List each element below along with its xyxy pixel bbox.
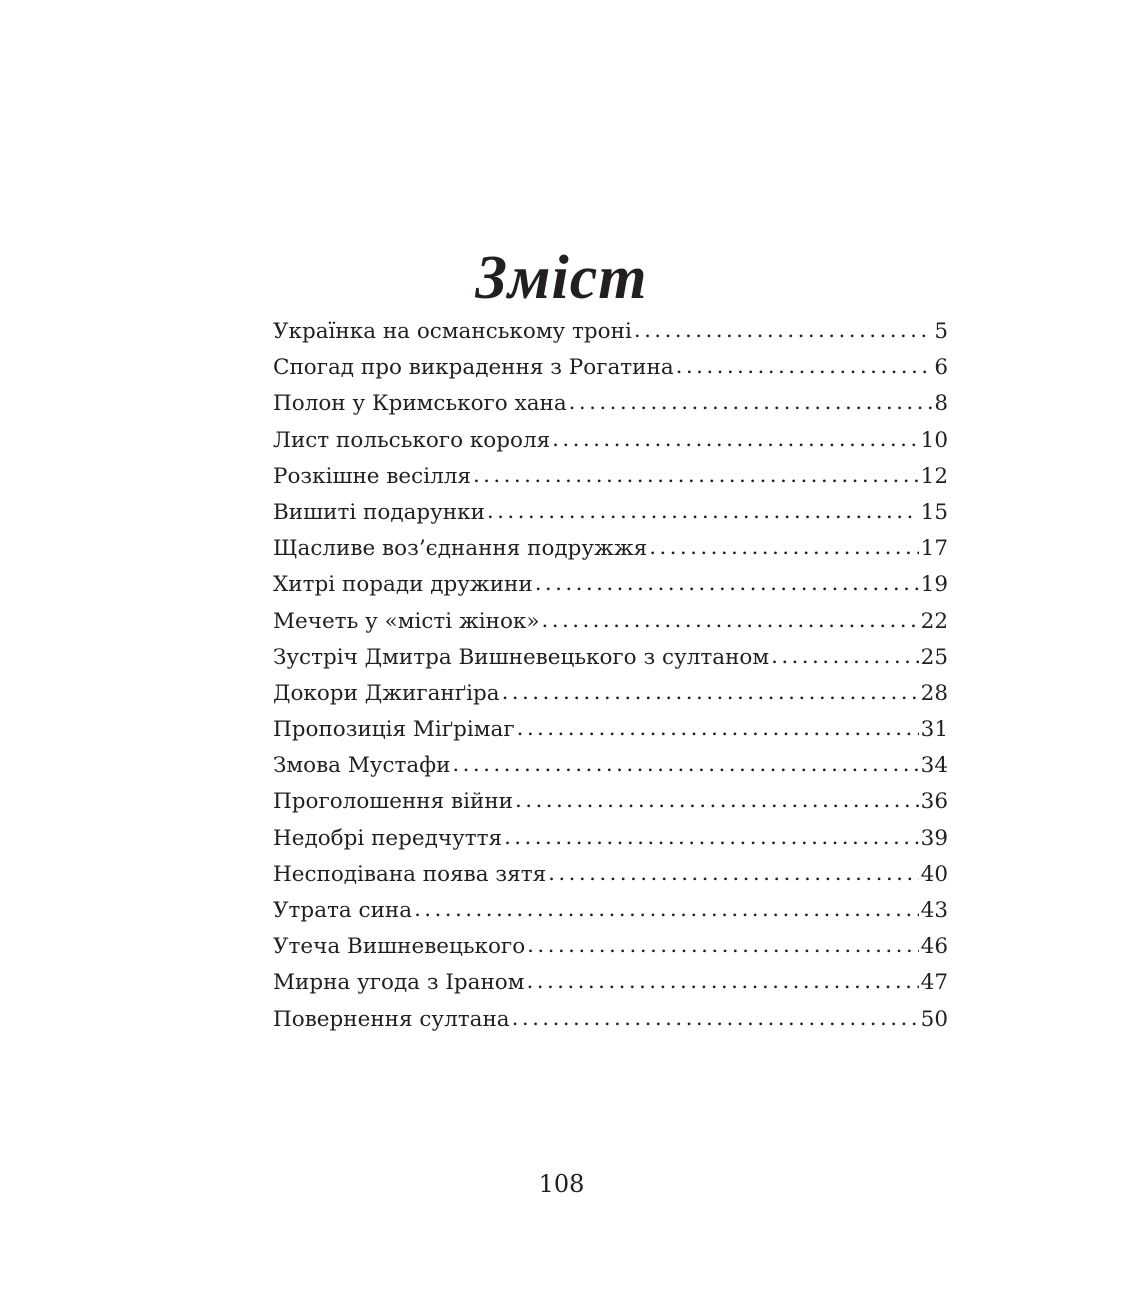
toc-entry[interactable] xyxy=(273,423,948,459)
toc-leader-dots xyxy=(569,385,933,421)
toc-entry[interactable] xyxy=(273,1002,948,1038)
toc-entry[interactable] xyxy=(273,567,948,603)
toc-entry-page: 25 xyxy=(920,644,948,670)
toc-entry-page: 5 xyxy=(934,319,948,344)
page-number: 108 xyxy=(538,1170,585,1198)
toc-entry-title: Зустріч Дмитра Вишневецького з султаном xyxy=(273,644,770,670)
toc-entry-page: 34 xyxy=(920,753,948,779)
toc-entry[interactable] xyxy=(273,821,948,857)
toc-entry-page: 47 xyxy=(920,970,948,996)
toc-entry[interactable] xyxy=(273,495,948,531)
toc-entry-page: 22 xyxy=(920,608,948,634)
toc-leader-dots xyxy=(527,928,918,964)
toc-entry[interactable] xyxy=(273,531,948,567)
toc-entry-title: Щасливе воз’єднання подружжя xyxy=(273,536,648,562)
toc-entry-title: Мирна угода з Іраном xyxy=(273,970,525,996)
toc-entry-title: Мечеть у «місті жінок» xyxy=(273,608,540,634)
toc-entry[interactable] xyxy=(273,712,948,748)
toc-leader-dots xyxy=(535,566,919,602)
toc-leader-dots xyxy=(542,603,919,639)
toc-entry[interactable] xyxy=(273,386,948,422)
toc-entry-page: 39 xyxy=(920,825,948,851)
toc-entry-title: Вишиті подарунки xyxy=(273,499,485,525)
toc-entry-title: Утрата сина xyxy=(273,898,413,923)
toc-entry-page: 12 xyxy=(920,463,948,489)
toc-entry-page: 43 xyxy=(920,898,948,923)
toc-entry-page: 6 xyxy=(934,355,948,381)
toc-entry-page: 40 xyxy=(920,861,948,887)
toc-entry[interactable] xyxy=(273,676,948,712)
toc-leader-dots xyxy=(548,856,918,892)
toc-leader-dots xyxy=(517,711,919,747)
toc-entry[interactable] xyxy=(273,350,948,386)
toc-entry[interactable] xyxy=(273,893,948,929)
toc-entry[interactable] xyxy=(273,929,948,965)
toc-entry-title: Докори Джиганґіра xyxy=(273,680,500,706)
toc-leader-dots xyxy=(649,530,918,566)
toc-entry-title: Лист польського короля xyxy=(273,427,551,453)
toc-entry-title: Проголошення війни xyxy=(273,789,514,815)
toc-entry-title: Несподівана поява зятя xyxy=(273,861,547,887)
toc-leader-dots xyxy=(634,313,932,349)
toc-entry-page: 10 xyxy=(920,427,948,453)
toc-entry-page: 31 xyxy=(920,717,948,743)
toc-entry[interactable] xyxy=(273,604,948,640)
toc-entry[interactable] xyxy=(273,314,948,350)
toc-leader-dots xyxy=(487,494,919,530)
toc-entry-page: 15 xyxy=(920,499,948,525)
toc-entry[interactable] xyxy=(273,965,948,1001)
page-title: Зміст xyxy=(475,243,648,312)
toc-entry-page: 50 xyxy=(920,1006,948,1032)
toc-leader-dots xyxy=(473,458,919,494)
toc-leader-dots xyxy=(676,349,933,385)
toc-entry[interactable] xyxy=(273,748,948,784)
table-of-contents xyxy=(273,314,948,1038)
toc-entry-page: 28 xyxy=(920,680,948,706)
toc-entry-title: Пропозиція Міґрімаг xyxy=(273,717,515,743)
toc-entry-title: Хитрі поради дружини xyxy=(273,572,533,598)
toc-leader-dots xyxy=(414,892,919,928)
toc-entry-title: Змова Мустафи xyxy=(273,753,451,779)
toc-leader-dots xyxy=(552,422,918,458)
toc-leader-dots xyxy=(526,964,918,1000)
toc-entry-title: Українка на османському троні xyxy=(273,319,632,344)
toc-entry-title: Утеча Вишневецького xyxy=(273,934,526,960)
toc-entry[interactable] xyxy=(273,784,948,820)
toc-entry-page: 46 xyxy=(920,934,948,960)
toc-entry-title: Полон у Кримського хана xyxy=(273,391,567,417)
toc-entry[interactable] xyxy=(273,459,948,495)
toc-entry-page: 19 xyxy=(920,572,948,598)
toc-leader-dots xyxy=(504,820,919,856)
toc-entry-title: Розкішне весілля xyxy=(273,463,471,489)
toc-entry-page: 8 xyxy=(934,391,948,417)
toc-leader-dots xyxy=(515,783,919,819)
toc-leader-dots xyxy=(502,675,919,711)
toc-entry-title: Недобрі передчуття xyxy=(273,825,503,851)
toc-entry-page: 36 xyxy=(920,789,948,815)
toc-entry[interactable] xyxy=(273,857,948,893)
toc-entry-page: 17 xyxy=(920,536,948,562)
toc-entry-title: Повернення султана xyxy=(273,1006,510,1032)
toc-entry-title: Спогад про викрадення з Рогатина xyxy=(273,355,674,381)
toc-entry[interactable] xyxy=(273,640,948,676)
toc-leader-dots xyxy=(512,1001,919,1037)
toc-leader-dots xyxy=(771,639,919,675)
toc-leader-dots xyxy=(452,747,918,783)
